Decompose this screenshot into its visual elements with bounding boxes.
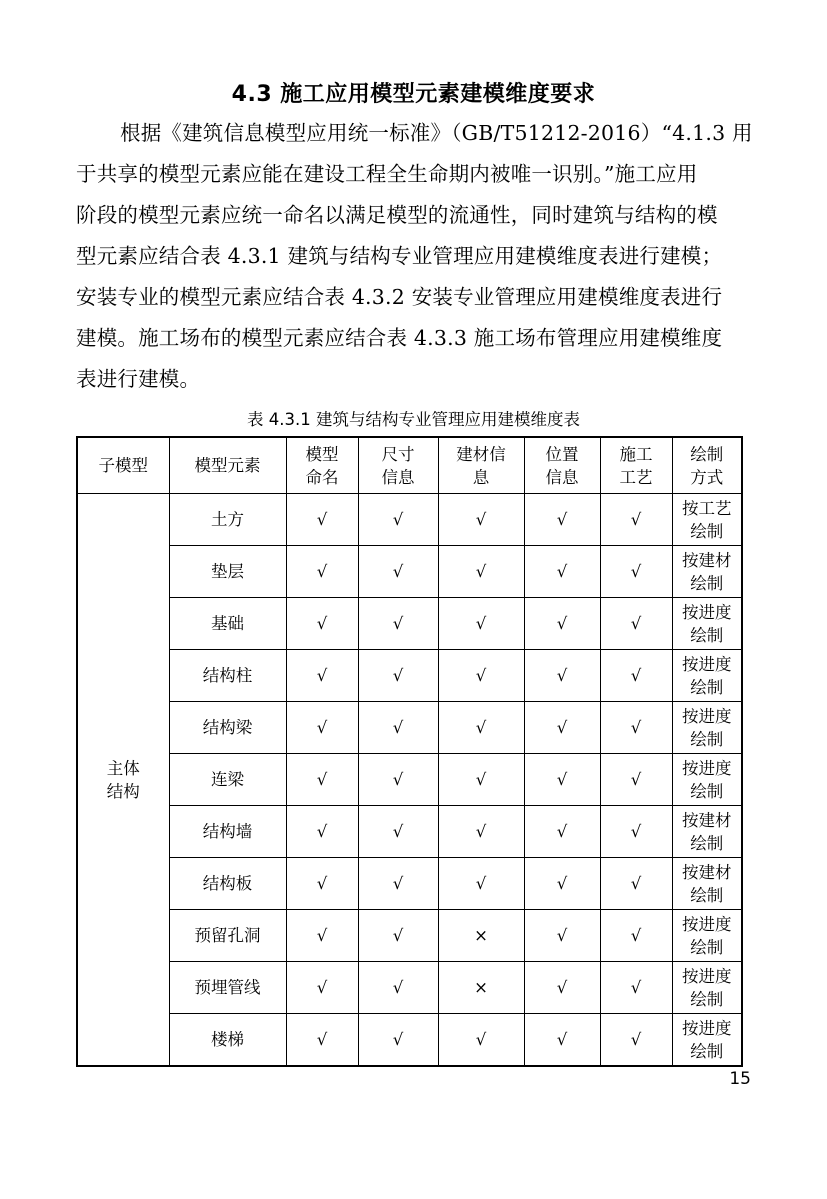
- column-header-drawing-method: [672, 437, 742, 494]
- cell-model-element: 基础: [169, 598, 286, 650]
- header-line: 建材信: [456, 444, 506, 464]
- cell-construction-tech: √: [600, 858, 672, 910]
- drawing-method-line: 按进度: [682, 654, 732, 674]
- drawing-method-line: 绘制: [690, 677, 724, 697]
- cell-position-info: √: [524, 754, 600, 806]
- cell-construction-tech: √: [600, 1014, 672, 1067]
- cell-construction-tech: √: [600, 962, 672, 1014]
- table-row: [77, 650, 742, 702]
- header-line: 模型元素: [194, 456, 261, 475]
- cell-material-info: √: [438, 1014, 524, 1067]
- cell-construction-tech: √: [600, 806, 672, 858]
- cell-model-element: 连梁: [169, 754, 286, 806]
- table-header-row: [77, 437, 742, 494]
- sub-model-label-line: 结构: [106, 781, 140, 801]
- cell-model-naming: √: [286, 910, 358, 962]
- drawing-method-line: 按进度: [682, 602, 732, 622]
- column-header-position-info: [524, 437, 600, 494]
- body-paragraph: [76, 113, 752, 400]
- cell-construction-tech: √: [600, 754, 672, 806]
- drawing-method-line: 按建材: [682, 862, 732, 882]
- drawing-method-line: 绘制: [690, 625, 724, 645]
- cell-drawing-method: [672, 1014, 742, 1067]
- header-line: 模型: [305, 444, 339, 464]
- cell-material-info: √: [438, 598, 524, 650]
- table-row: [77, 754, 742, 806]
- cell-model-naming: √: [286, 806, 358, 858]
- drawing-method-line: 按建材: [682, 810, 732, 830]
- cell-drawing-method: [672, 598, 742, 650]
- cell-model-naming: √: [286, 702, 358, 754]
- header-line: 尺寸: [381, 444, 415, 464]
- cell-position-info: √: [524, 650, 600, 702]
- drawing-method-line: 按建材: [682, 550, 732, 570]
- cell-drawing-method: [672, 910, 742, 962]
- table-row: [77, 1014, 742, 1067]
- cell-drawing-method: [672, 546, 742, 598]
- cell-position-info: √: [524, 806, 600, 858]
- drawing-method-line: 按进度: [682, 758, 732, 778]
- cell-construction-tech: √: [600, 910, 672, 962]
- header-line: 信息: [381, 467, 415, 487]
- header-line: 绘制: [690, 444, 724, 464]
- column-header-model-naming: [286, 437, 358, 494]
- cell-model-element: 预留孔洞: [169, 910, 286, 962]
- cell-model-naming: √: [286, 494, 358, 546]
- cell-drawing-method: [672, 702, 742, 754]
- cell-drawing-method: [672, 494, 742, 546]
- sub-model-group-cell: [77, 494, 169, 1067]
- cell-construction-tech: √: [600, 650, 672, 702]
- cell-material-info: √: [438, 858, 524, 910]
- drawing-method-line: 绘制: [690, 833, 724, 853]
- header-line: 命名: [305, 467, 339, 487]
- cell-position-info: √: [524, 494, 600, 546]
- cell-position-info: √: [524, 1014, 600, 1067]
- cell-material-info: √: [438, 806, 524, 858]
- cell-size-info: √: [358, 494, 438, 546]
- column-header-material-info: [438, 437, 524, 494]
- cell-model-naming: √: [286, 1014, 358, 1067]
- cell-model-element: 结构墙: [169, 806, 286, 858]
- cell-size-info: √: [358, 858, 438, 910]
- paragraph-line: 型元素应结合表 4.3.1 建筑与结构专业管理应用建模维度表进行建模；: [76, 244, 723, 268]
- drawing-method-line: 绘制: [690, 937, 724, 957]
- cell-position-info: √: [524, 546, 600, 598]
- cell-construction-tech: √: [600, 546, 672, 598]
- cell-material-info: √: [438, 754, 524, 806]
- table-row: [77, 962, 742, 1014]
- cell-size-info: √: [358, 962, 438, 1014]
- cell-construction-tech: √: [600, 702, 672, 754]
- drawing-method-line: 绘制: [690, 885, 724, 905]
- paragraph-line: 安装专业的模型元素应结合表 4.3.2 安装专业管理应用建模维度表进行: [76, 285, 723, 309]
- cell-material-info: √: [438, 494, 524, 546]
- drawing-method-line: 按进度: [682, 966, 732, 986]
- column-header-size-info: [358, 437, 438, 494]
- cell-size-info: √: [358, 650, 438, 702]
- cell-model-naming: √: [286, 754, 358, 806]
- cell-model-naming: √: [286, 650, 358, 702]
- cell-size-info: √: [358, 546, 438, 598]
- drawing-method-line: 按工艺: [682, 498, 732, 518]
- drawing-method-line: 按进度: [682, 914, 732, 934]
- paragraph-line: 表进行建模。: [76, 367, 201, 391]
- cell-position-info: √: [524, 962, 600, 1014]
- drawing-method-line: 按进度: [682, 706, 732, 726]
- table-row: [77, 806, 742, 858]
- header-line: 施工: [619, 444, 653, 464]
- header-line: 子模型: [98, 456, 148, 475]
- drawing-method-line: 绘制: [690, 989, 724, 1009]
- header-line: 工艺: [619, 467, 653, 487]
- header-line: 息: [472, 467, 490, 487]
- cell-size-info: √: [358, 754, 438, 806]
- drawing-method-line: 绘制: [690, 729, 724, 749]
- cell-position-info: √: [524, 702, 600, 754]
- cell-construction-tech: √: [600, 598, 672, 650]
- cell-model-element: 结构柱: [169, 650, 286, 702]
- cell-material-info: ×: [438, 962, 524, 1014]
- header-line: 信息: [545, 467, 579, 487]
- cell-material-info: √: [438, 546, 524, 598]
- cell-model-element: 楼梯: [169, 1014, 286, 1067]
- paragraph-line: 于共享的模型元素应能在建设工程全生命期内被唯一识别。”施工应用: [76, 162, 698, 186]
- paragraph-line: 根据《建筑信息模型应用统一标准》（GB/T51212-2016）“4.1.3 用: [120, 121, 753, 145]
- drawing-method-line: 绘制: [690, 1041, 724, 1061]
- drawing-method-line: 按进度: [682, 1018, 732, 1038]
- cell-model-element: 垫层: [169, 546, 286, 598]
- table-caption: 表 4.3.1 建筑与结构专业管理应用建模维度表: [247, 410, 580, 429]
- table-row: [77, 858, 742, 910]
- table-row: [77, 702, 742, 754]
- cell-model-element: 结构板: [169, 858, 286, 910]
- cell-position-info: √: [524, 598, 600, 650]
- cell-size-info: √: [358, 806, 438, 858]
- sub-model-label-line: 主体: [106, 758, 140, 778]
- table-row: [77, 598, 742, 650]
- cell-size-info: √: [358, 598, 438, 650]
- modeling-dimension-table-container: [76, 436, 741, 1067]
- cell-model-element: 预埋管线: [169, 962, 286, 1014]
- drawing-method-line: 绘制: [690, 781, 724, 801]
- cell-size-info: √: [358, 1014, 438, 1067]
- table-row: [77, 910, 742, 962]
- drawing-method-line: 绘制: [690, 521, 724, 541]
- cell-construction-tech: √: [600, 494, 672, 546]
- cell-drawing-method: [672, 650, 742, 702]
- cell-model-naming: √: [286, 858, 358, 910]
- cell-model-naming: √: [286, 962, 358, 1014]
- page-title: 4.3 施工应用模型元素建模维度要求: [231, 81, 596, 107]
- cell-model-element: 结构梁: [169, 702, 286, 754]
- drawing-method-line: 绘制: [690, 573, 724, 593]
- cell-drawing-method: [672, 962, 742, 1014]
- paragraph-line: 阶段的模型元素应统一命名以满足模型的流通性，同时建筑与结构的模: [76, 203, 718, 227]
- table-row: [77, 546, 742, 598]
- modeling-dimension-table: [76, 436, 743, 1067]
- cell-model-naming: √: [286, 546, 358, 598]
- header-line: 方式: [690, 467, 724, 487]
- cell-material-info: √: [438, 702, 524, 754]
- cell-material-info: ×: [438, 910, 524, 962]
- paragraph-line: 建模。施工场布的模型元素应结合表 4.3.3 施工场布管理应用建模维度: [76, 326, 723, 350]
- header-line: 位置: [545, 444, 579, 464]
- cell-size-info: √: [358, 910, 438, 962]
- cell-drawing-method: [672, 806, 742, 858]
- column-header-sub-model: [77, 437, 169, 494]
- cell-position-info: √: [524, 858, 600, 910]
- column-header-model-element: [169, 437, 286, 494]
- cell-drawing-method: [672, 754, 742, 806]
- cell-size-info: √: [358, 702, 438, 754]
- page-number: 15: [729, 1069, 751, 1089]
- column-header-construction-tech: [600, 437, 672, 494]
- cell-drawing-method: [672, 858, 742, 910]
- cell-model-element: 土方: [169, 494, 286, 546]
- table-row: [77, 494, 742, 546]
- cell-model-naming: √: [286, 598, 358, 650]
- cell-position-info: √: [524, 910, 600, 962]
- cell-material-info: √: [438, 650, 524, 702]
